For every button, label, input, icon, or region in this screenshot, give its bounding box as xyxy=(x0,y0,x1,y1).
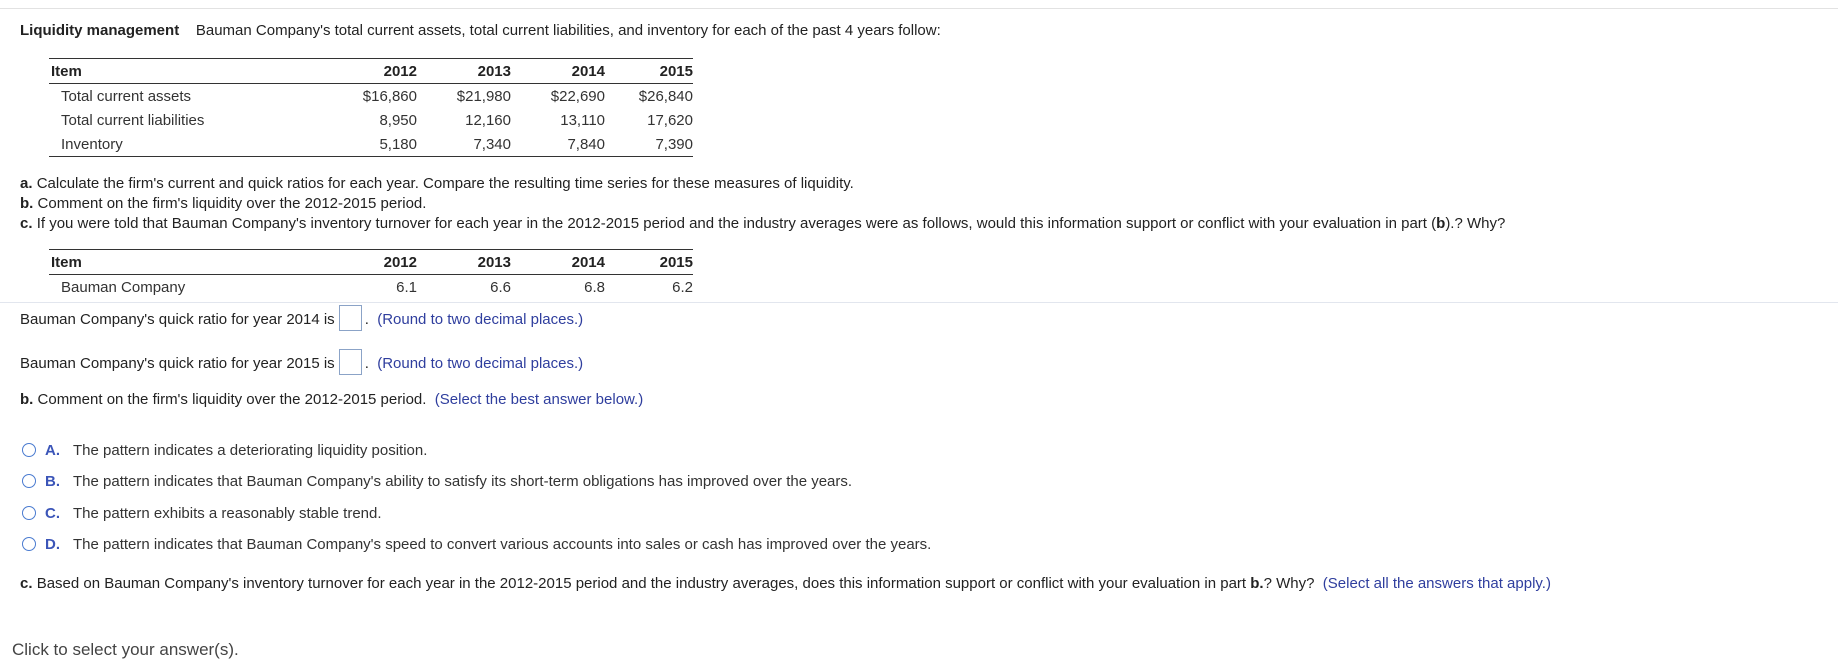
table-header-row xyxy=(49,250,693,275)
option-c[interactable] xyxy=(22,503,382,523)
header-item: Item xyxy=(49,250,323,275)
cell: 7,840 xyxy=(511,132,605,157)
option-d-letter: D. xyxy=(45,535,60,553)
part-c-bold: b. xyxy=(1250,575,1264,592)
top-divider xyxy=(0,8,1838,9)
question-c-bold: b xyxy=(1436,215,1446,232)
turnover-table xyxy=(49,249,693,299)
question-a-text: Calculate the firm's current and quick ratios for each year. Compare the resulting time series for these measures of liquidity. xyxy=(36,175,854,192)
intro-title: Liquidity management xyxy=(20,22,180,39)
header-2013: 2013 xyxy=(417,250,511,275)
row-label: Total current assets xyxy=(61,87,192,105)
question-c-letter: c. xyxy=(20,215,33,232)
cell: 8,950 xyxy=(379,111,417,129)
balance-table xyxy=(49,58,693,157)
part-b-text: Comment on the firm's liquidity over the 2012-2015 period. xyxy=(37,391,427,408)
intro-text: Bauman Company's total current assets, total current liabilities, and inventory for each of the past 4 years follow: xyxy=(195,22,941,39)
part-b-letter: b. xyxy=(20,391,34,408)
question-c xyxy=(20,215,1505,232)
cell: $21,980 xyxy=(456,87,511,105)
header-2012: 2012 xyxy=(323,59,417,84)
cell: 13,110 xyxy=(560,111,605,129)
table-row xyxy=(49,275,693,300)
question-b xyxy=(20,195,426,212)
cell: 7,340 xyxy=(417,132,511,157)
row-label: Inventory xyxy=(49,132,323,157)
quick-ratio-2015-label: Bauman Company's quick ratio for year 2015 is xyxy=(20,354,335,372)
quick-ratio-2014 xyxy=(20,307,583,333)
header-2015: 2015 xyxy=(605,250,693,275)
option-d-text: The pattern indicates that Bauman Company's speed to convert various accounts into sales or cash has improved over the years. xyxy=(73,535,932,553)
period: . xyxy=(364,354,369,372)
cell: $26,840 xyxy=(638,87,693,105)
header-2014: 2014 xyxy=(511,250,605,275)
part-b-hint: (Select the best answer below.) xyxy=(434,391,644,408)
cell: 17,620 xyxy=(647,111,693,129)
intro-line xyxy=(20,22,941,39)
quick-ratio-2015 xyxy=(20,351,583,377)
option-c-letter: C. xyxy=(45,504,60,522)
part-c-text-2: ? Why? xyxy=(1263,575,1315,592)
radio-button[interactable] xyxy=(22,537,36,551)
cell: 5,180 xyxy=(323,132,417,157)
option-b-text: The pattern indicates that Bauman Company's ability to satisfy its short-term obligations has improved over the years. xyxy=(73,472,853,490)
question-c-text-1: If you were told that Bauman Company's inventory turnover for each year in the 2012-2015 period and the industry averages were as follows, would this information support or conflict with your evaluation in part ( xyxy=(36,215,1437,232)
table-header-row xyxy=(49,59,693,84)
option-a-text: The pattern indicates a deteriorating liquidity position. xyxy=(73,441,428,459)
quick-ratio-2014-input[interactable] xyxy=(339,305,362,331)
radio-button[interactable] xyxy=(22,474,36,488)
option-a-letter: A. xyxy=(45,441,60,459)
cell: 6.6 xyxy=(490,278,511,296)
table-row xyxy=(49,84,693,109)
header-2012: 2012 xyxy=(323,250,417,275)
quick-ratio-2015-hint: (Round to two decimal places.) xyxy=(377,354,584,372)
part-c-question xyxy=(20,575,1551,592)
quick-ratio-2014-hint: (Round to two decimal places.) xyxy=(377,310,584,328)
part-c-letter: c. xyxy=(20,575,33,592)
radio-button[interactable] xyxy=(22,506,36,520)
header-2014: 2014 xyxy=(511,59,605,84)
cell: 6.1 xyxy=(396,278,417,296)
cell: $16,860 xyxy=(362,87,417,105)
click-to-select-hint[interactable]: Click to select your answer(s). xyxy=(12,640,239,659)
row-label: Bauman Company xyxy=(61,278,186,296)
option-b-letter: B. xyxy=(45,472,60,490)
question-c-text-2: ).? Why? xyxy=(1445,215,1506,232)
cell: 7,390 xyxy=(605,132,693,157)
question-a xyxy=(20,175,854,192)
part-b-question xyxy=(20,391,643,408)
table-row xyxy=(49,108,693,132)
quick-ratio-2014-label: Bauman Company's quick ratio for year 2014 is xyxy=(20,310,335,328)
cell: 12,160 xyxy=(465,111,511,129)
option-a[interactable] xyxy=(22,440,427,460)
cell: $22,690 xyxy=(550,87,605,105)
section-divider xyxy=(0,302,1838,303)
radio-button[interactable] xyxy=(22,443,36,457)
question-b-text: Comment on the firm's liquidity over the 2012-2015 period. xyxy=(37,195,427,212)
option-d[interactable] xyxy=(22,534,931,554)
question-b-letter: b. xyxy=(20,195,34,212)
option-c-text: The pattern exhibits a reasonably stable trend. xyxy=(73,504,382,522)
table-row xyxy=(49,132,693,157)
part-c-text-1: Based on Bauman Company's inventory turnover for each year in the 2012-2015 period and the industry averages, does this information support or conflict with your evaluation in part xyxy=(36,575,1247,592)
row-label: Total current liabilities xyxy=(61,111,205,129)
cell: 6.8 xyxy=(584,278,605,296)
header-2015: 2015 xyxy=(605,59,693,84)
cell: 6.2 xyxy=(672,278,693,296)
part-c-hint: (Select all the answers that apply.) xyxy=(1322,575,1551,592)
period: . xyxy=(364,310,369,328)
question-a-letter: a. xyxy=(20,175,33,192)
header-item: Item xyxy=(49,59,323,84)
quick-ratio-2015-input[interactable] xyxy=(339,349,362,375)
header-2013: 2013 xyxy=(417,59,511,84)
option-b[interactable] xyxy=(22,471,852,491)
